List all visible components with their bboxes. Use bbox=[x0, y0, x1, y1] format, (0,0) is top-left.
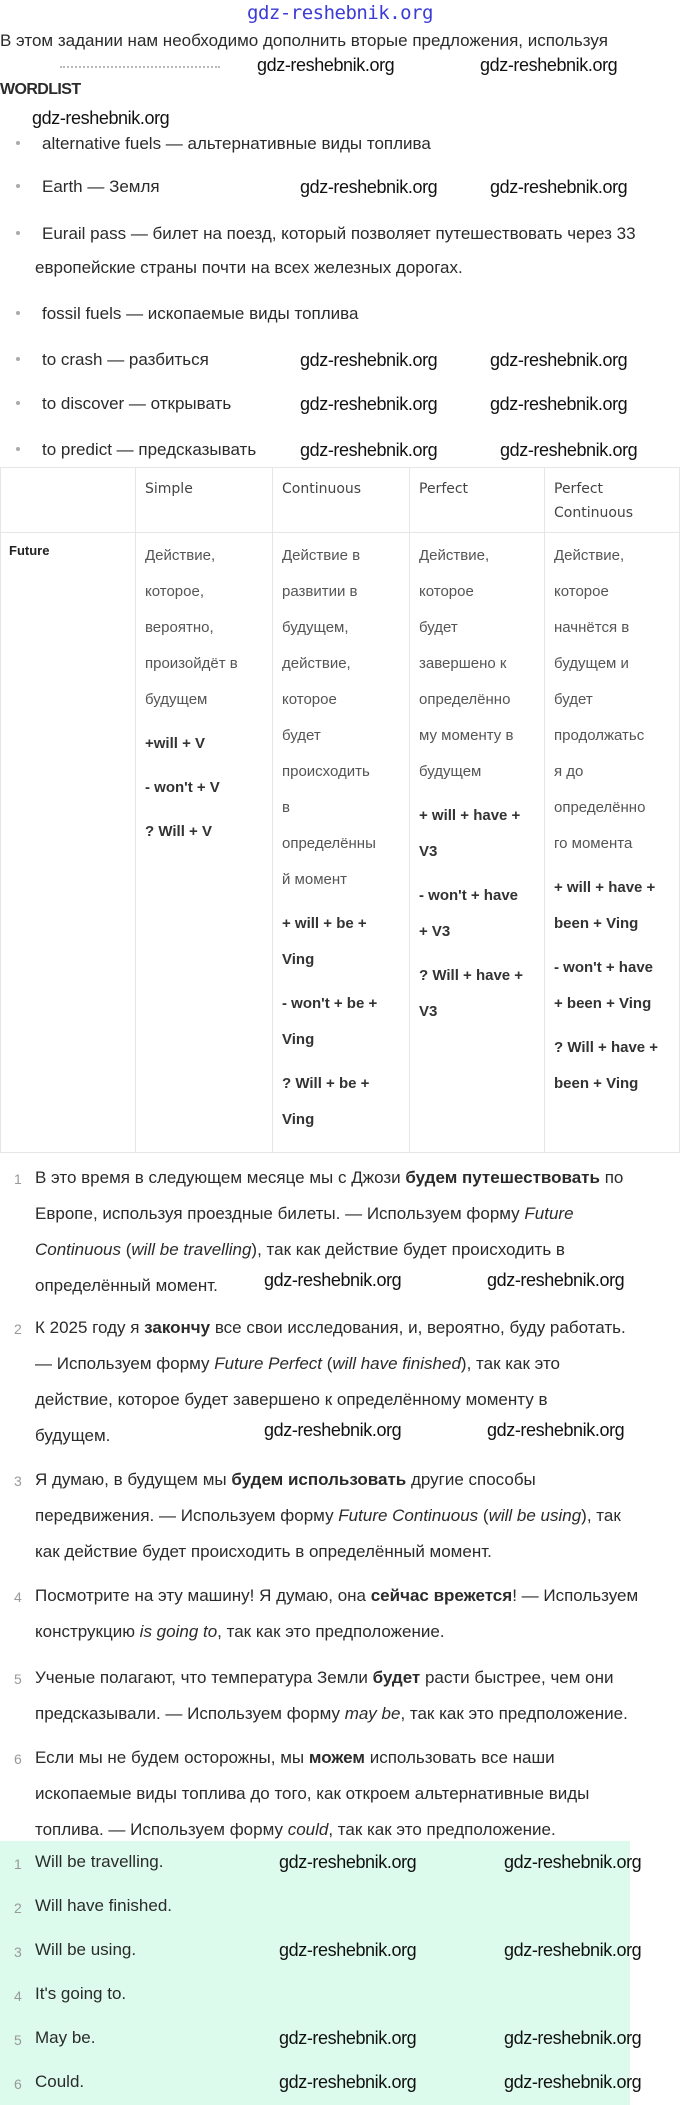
list-item bbox=[0, 134, 431, 154]
wordlist-item-text: Earth — Земля bbox=[42, 177, 160, 196]
cell-description-line: определённо bbox=[419, 691, 511, 708]
cell-description-line: будущем, bbox=[282, 619, 349, 636]
header-perfect: Perfect bbox=[410, 468, 545, 533]
formula-line: Ving bbox=[282, 1031, 315, 1048]
text-segment: Continuous bbox=[35, 1240, 122, 1259]
explanation-line bbox=[35, 1310, 680, 1346]
text-segment: Future bbox=[524, 1204, 574, 1223]
text-segment: ), так как действие будет происходить в bbox=[251, 1240, 565, 1259]
table-row bbox=[1, 533, 680, 1153]
text-segment: , так как это предположение. bbox=[328, 1820, 556, 1839]
answers-box bbox=[0, 1841, 630, 2105]
watermark: gdz-reshebnik.org bbox=[504, 1940, 642, 1960]
header-continuous: Continuous bbox=[273, 468, 410, 533]
formula-line: ? Will + V bbox=[145, 823, 212, 840]
item-number: 5 bbox=[14, 1671, 22, 1687]
formula-line: - won't + have bbox=[554, 959, 654, 976]
formula-line: been + Ving bbox=[554, 915, 639, 932]
watermark: gdz-reshebnik.org bbox=[490, 394, 628, 414]
wordlist-item-text: to predict — предсказывать bbox=[42, 440, 257, 459]
formula-line: Ving bbox=[282, 951, 315, 968]
text-segment: В это время в следующем месяце мы с Джози bbox=[35, 1168, 406, 1187]
formula-line: + will + have + bbox=[554, 879, 656, 896]
formula-line: ? Will + be + bbox=[282, 1075, 370, 1092]
formula bbox=[145, 814, 272, 850]
explanation-text bbox=[0, 1462, 680, 1570]
text-segment: Future Continuous bbox=[338, 1506, 479, 1525]
header-empty bbox=[1, 468, 136, 533]
bullet-icon bbox=[16, 357, 20, 361]
text-segment: передвижения. — Используем форму bbox=[35, 1506, 339, 1525]
cell-description-line: будет bbox=[554, 691, 593, 708]
formula-line: - won't + have bbox=[419, 887, 519, 904]
watermark: gdz-reshebnik.org bbox=[500, 440, 638, 460]
text-segment: will be travelling bbox=[131, 1240, 252, 1259]
formula bbox=[419, 878, 544, 950]
text-segment: is going to bbox=[139, 1622, 218, 1641]
formula-line: - won't + V bbox=[145, 779, 220, 796]
text-segment: другие способы bbox=[406, 1470, 536, 1489]
text-segment: , так как это предположение. bbox=[400, 1704, 628, 1723]
watermark: gdz-reshebnik.org bbox=[300, 350, 438, 370]
text-segment: Европе, используя проездные билеты. — Используем форму bbox=[35, 1204, 525, 1223]
answer-number: 4 bbox=[14, 1988, 22, 2004]
formula bbox=[282, 986, 409, 1058]
text-segment: — Используем форму bbox=[35, 1354, 215, 1373]
formula bbox=[419, 958, 544, 1030]
bullet-icon bbox=[16, 401, 20, 405]
formula bbox=[282, 906, 409, 978]
cell-description-line: будущем и bbox=[554, 655, 629, 672]
text-segment: Если мы не будем осторожны, мы bbox=[35, 1748, 309, 1767]
watermark: gdz-reshebnik.org bbox=[300, 394, 438, 414]
cell-description-line: в bbox=[282, 799, 290, 816]
watermark: gdz-reshebnik.org bbox=[480, 55, 618, 75]
text-segment: будем использовать bbox=[231, 1470, 407, 1489]
explanation-line bbox=[35, 1578, 680, 1614]
answer-text: It's going to. bbox=[35, 1984, 127, 2003]
text-segment: Future Perfect bbox=[214, 1354, 322, 1373]
watermark: gdz-reshebnik.org bbox=[490, 177, 628, 197]
cell-future-simple bbox=[136, 533, 273, 1153]
formula bbox=[145, 770, 272, 806]
explanation-item bbox=[0, 1660, 680, 1732]
cell-description-line: завершено к bbox=[419, 655, 507, 672]
cell-description-line: произойдёт в bbox=[145, 655, 238, 672]
cell-description-line: будет bbox=[419, 619, 458, 636]
row-label-future: Future bbox=[1, 533, 136, 1153]
bullet-icon bbox=[16, 311, 20, 315]
wordlist-item-text: to discover — открывать bbox=[42, 394, 232, 413]
list-item bbox=[0, 224, 636, 278]
wordlist-item-text: to crash — разбиться bbox=[42, 350, 209, 369]
text-segment: ( bbox=[121, 1240, 132, 1259]
item-number: 3 bbox=[14, 1473, 22, 1489]
bullet-icon bbox=[16, 141, 20, 145]
text-segment: may be bbox=[344, 1704, 401, 1723]
cell-description-line: происходить bbox=[282, 763, 370, 780]
formula bbox=[554, 950, 679, 1022]
cell-description-line: Действие, bbox=[554, 547, 625, 564]
bullet-icon bbox=[16, 231, 20, 235]
cell-description-line: действие, bbox=[282, 655, 351, 672]
answer-item bbox=[0, 1940, 136, 1960]
item-number: 4 bbox=[14, 1589, 22, 1605]
wordlist-item-text: alternative fuels — альтернативные виды топлива bbox=[42, 134, 431, 153]
text-segment: , так как это предположение. bbox=[217, 1622, 445, 1641]
explanation-item bbox=[0, 1578, 680, 1650]
bullet-icon bbox=[16, 184, 20, 188]
cell-description-line: я до bbox=[554, 763, 584, 780]
cell-description-line: го момента bbox=[554, 835, 633, 852]
formula bbox=[282, 1066, 409, 1138]
text-segment: will have finished bbox=[332, 1354, 461, 1373]
watermark: gdz-reshebnik.org bbox=[264, 1270, 402, 1290]
text-segment: можем bbox=[308, 1748, 365, 1767]
formula-line: + V3 bbox=[419, 923, 451, 940]
watermark: gdz-reshebnik.org bbox=[279, 1852, 417, 1872]
cell-description-line: Действие, bbox=[145, 547, 216, 564]
cell-description-line: которое bbox=[554, 583, 609, 600]
answer-text: Could. bbox=[35, 2072, 85, 2091]
formula-line: ? Will + have + bbox=[419, 967, 524, 984]
cell-description-line: начнётся в bbox=[554, 619, 630, 636]
answer-item bbox=[0, 1984, 126, 2004]
text-segment: расти быстрее, чем они bbox=[420, 1668, 614, 1687]
list-item bbox=[0, 350, 209, 370]
explanation-line bbox=[35, 1776, 680, 1812]
answer-number: 5 bbox=[14, 2032, 22, 2048]
formula bbox=[145, 726, 272, 762]
answer-text: Will have finished. bbox=[35, 1896, 173, 1915]
list-item bbox=[0, 440, 256, 460]
explanation-item bbox=[0, 1740, 680, 1848]
answer-text: Will be travelling. bbox=[35, 1852, 164, 1871]
cell-description-line: й момент bbox=[282, 871, 348, 888]
text-segment: ископаемые виды топлива до того, как откроем альтернативные виды bbox=[35, 1784, 590, 1803]
explanation-text bbox=[0, 1660, 680, 1732]
text-segment: ! — Используем bbox=[512, 1586, 639, 1605]
watermark: gdz-reshebnik.org bbox=[504, 2028, 642, 2048]
watermark: gdz-reshebnik.org bbox=[504, 1852, 642, 1872]
list-item bbox=[0, 394, 231, 414]
explanation-line bbox=[35, 1740, 680, 1776]
explanation-text bbox=[0, 1740, 680, 1848]
list-item bbox=[0, 177, 160, 197]
answer-item bbox=[0, 2072, 84, 2092]
cell-description-line: определённы bbox=[282, 835, 376, 852]
header-perfect-continuous: Perfect Continuous bbox=[545, 468, 680, 533]
cell-future-continuous bbox=[273, 533, 410, 1153]
text-segment: К 2025 году я bbox=[35, 1318, 145, 1337]
formula bbox=[419, 798, 544, 870]
explanation-line bbox=[35, 1462, 680, 1498]
explanation-text bbox=[0, 1578, 680, 1650]
text-segment: закончу bbox=[144, 1318, 211, 1337]
cut-off-line bbox=[60, 66, 220, 70]
item-number: 1 bbox=[14, 1171, 22, 1187]
cell-description-line: продолжатьс bbox=[554, 727, 645, 744]
watermark: gdz-reshebnik.org bbox=[300, 177, 438, 197]
text-segment: Посмотрите на эту машину! Я думаю, она bbox=[35, 1586, 371, 1605]
cell-description-line: будущем bbox=[145, 691, 208, 708]
watermark: gdz-reshebnik.org bbox=[490, 350, 628, 370]
answer-number: 3 bbox=[14, 1944, 22, 1960]
cell-description-line: определённо bbox=[554, 799, 646, 816]
cell-description-line: Действие, bbox=[419, 547, 490, 564]
watermark: gdz-reshebnik.org bbox=[264, 1420, 402, 1440]
formula-line: ? Will + have + bbox=[554, 1039, 659, 1056]
text-segment: ), так как это bbox=[460, 1354, 561, 1373]
formula-line: been + Ving bbox=[554, 1075, 639, 1092]
formula-line: - won't + be + bbox=[282, 995, 378, 1012]
text-segment: все свои исследования, и, вероятно, буду работать. bbox=[210, 1318, 626, 1337]
formula-line: + will + be + bbox=[282, 915, 367, 932]
explanation-line bbox=[35, 1196, 680, 1232]
cell-description-line: му моменту в bbox=[419, 727, 514, 744]
text-segment: будем путешествовать bbox=[405, 1168, 600, 1187]
cell-description-line: будет bbox=[282, 727, 321, 744]
watermark: gdz-reshebnik.org bbox=[279, 2072, 417, 2092]
explanation-line bbox=[35, 1696, 680, 1732]
text-segment: топлива. — Используем форму bbox=[35, 1820, 288, 1839]
header-simple: Simple bbox=[136, 468, 273, 533]
answer-number: 6 bbox=[14, 2076, 22, 2092]
text-segment: could bbox=[287, 1820, 329, 1839]
cell-description-line: будущем bbox=[419, 763, 482, 780]
wordlist-title: WORDLIST bbox=[0, 81, 81, 98]
text-segment: конструкцию bbox=[35, 1622, 140, 1641]
text-segment: по bbox=[599, 1168, 624, 1187]
text-segment: ( bbox=[478, 1506, 489, 1525]
explanation-line bbox=[35, 1382, 680, 1418]
text-segment: определённый момент. bbox=[35, 1276, 218, 1295]
formula-line: + will + have + bbox=[419, 807, 521, 824]
item-number: 2 bbox=[14, 1321, 22, 1337]
cell-description-line: которое bbox=[282, 691, 337, 708]
answer-item bbox=[0, 2028, 95, 2048]
answer-item bbox=[0, 1852, 164, 1872]
answer-text: Will be using. bbox=[35, 1940, 137, 1959]
text-segment: предсказывали. — Используем форму bbox=[35, 1704, 345, 1723]
cell-future-perfect bbox=[410, 533, 545, 1153]
answer-number: 2 bbox=[14, 1900, 22, 1916]
list-item bbox=[0, 304, 358, 324]
text-segment: будет bbox=[372, 1668, 421, 1687]
explanation-line bbox=[35, 1660, 680, 1696]
formula-line: Ving bbox=[282, 1111, 315, 1128]
text-segment: как действие будет происходить в определённый момент. bbox=[35, 1542, 492, 1561]
formula-line: + been + Ving bbox=[554, 995, 652, 1012]
explanation-line bbox=[35, 1232, 680, 1268]
wordlist-item-text: Eurail pass — билет на поезд, который позволяет путешествовать через 33 bbox=[42, 224, 636, 243]
formula bbox=[554, 870, 679, 942]
cell-description-line: которое bbox=[419, 583, 474, 600]
watermark: gdz-reshebnik.org bbox=[279, 2028, 417, 2048]
bullet-icon bbox=[16, 447, 20, 451]
answer-number: 1 bbox=[14, 1856, 22, 1872]
wordlist-item-text: fossil fuels — ископаемые виды топлива bbox=[42, 304, 359, 323]
answer-text: May be. bbox=[35, 2028, 96, 2047]
explanation-line bbox=[35, 1346, 680, 1382]
watermark: gdz-reshebnik.org bbox=[257, 55, 395, 75]
watermark: gdz-reshebnik.org bbox=[504, 2072, 642, 2092]
explanation-line bbox=[35, 1498, 680, 1534]
watermark: gdz-reshebnik.org bbox=[487, 1270, 625, 1290]
cell-description-line: Действие в bbox=[282, 547, 361, 564]
table-header-row bbox=[1, 468, 680, 533]
explanation-line bbox=[35, 1160, 680, 1196]
text-segment: будущем. bbox=[35, 1426, 111, 1445]
explanation-item bbox=[0, 1462, 680, 1570]
text-segment: Я думаю, в будущем мы bbox=[35, 1470, 232, 1489]
wordlist-item-text: европейские страны почти на всех железных дорогах. bbox=[35, 258, 463, 277]
text-segment: Ученые полагают, что температура Земли bbox=[35, 1668, 373, 1687]
explanation-line bbox=[35, 1614, 680, 1650]
text-segment: ( bbox=[322, 1354, 333, 1373]
item-number: 6 bbox=[14, 1751, 22, 1767]
text-segment: действие, которое будет завершено к определённому моменту в bbox=[35, 1390, 548, 1409]
formula-line: V3 bbox=[419, 1003, 438, 1020]
cell-description-line: вероятно, bbox=[145, 619, 214, 636]
explanation-line bbox=[35, 1534, 680, 1570]
cell-description-line: развитии в bbox=[282, 583, 358, 600]
cell-description-line: которое, bbox=[145, 583, 204, 600]
intro-text: В этом задании нам необходимо дополнить вторые предложения, используя bbox=[0, 31, 608, 50]
text-segment: сейчас врежется bbox=[370, 1586, 513, 1605]
watermark: gdz-reshebnik.org bbox=[487, 1420, 625, 1440]
watermark: gdz-reshebnik.org bbox=[300, 440, 438, 460]
watermark: gdz-reshebnik.org bbox=[279, 1940, 417, 1960]
tenses-table bbox=[0, 467, 680, 1153]
text-segment: использовать все наши bbox=[365, 1748, 555, 1767]
cell-future-perfect-continuous bbox=[545, 533, 680, 1153]
text-segment: will be using bbox=[488, 1506, 582, 1525]
answer-item bbox=[0, 1896, 172, 1916]
site-header-link[interactable]: gdz-reshebnik.org bbox=[247, 2, 433, 24]
text-segment: ), так bbox=[581, 1506, 621, 1525]
formula bbox=[554, 1030, 679, 1102]
formula-line: +will + V bbox=[145, 735, 206, 752]
formula-line: V3 bbox=[419, 843, 438, 860]
watermark: gdz-reshebnik.org bbox=[32, 108, 170, 128]
